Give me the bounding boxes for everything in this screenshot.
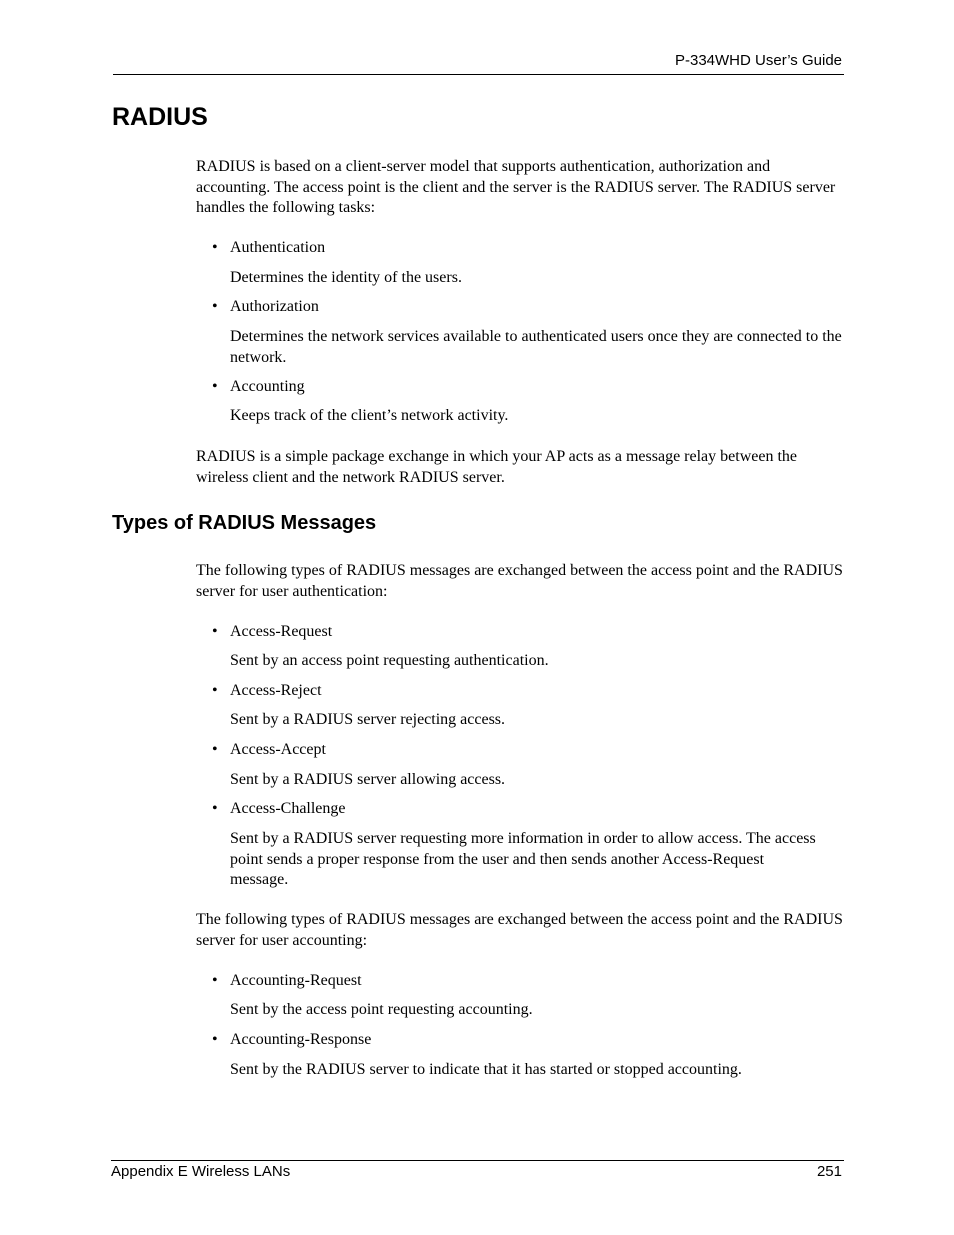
acct-intro-paragraph: The following types of RADIUS messages are exchanged between the access point and the RADIUS server for user accounting: [196, 911, 843, 949]
bullet-icon: • [212, 239, 218, 256]
list-item-label: Access-Request [230, 623, 333, 640]
bullet-icon: • [212, 1031, 218, 1048]
list-item-description: Sent by an access point requesting authentication. [230, 652, 549, 669]
list-item-description: Sent by a RADIUS server allowing access. [230, 771, 506, 788]
bullet-icon: • [212, 378, 218, 395]
bullet-icon: • [212, 741, 218, 758]
list-item [212, 799, 842, 820]
list-item [212, 681, 842, 702]
page-header [113, 50, 844, 75]
bullet-icon: • [212, 623, 218, 640]
auth-intro-paragraph: The following types of RADIUS messages are exchanged between the access point and the RADIUS server for user authentication: [196, 562, 843, 600]
list-item-label: Accounting-Request [230, 972, 362, 989]
bullet-icon: • [212, 972, 218, 989]
list-item-label: Access-Accept [230, 741, 326, 758]
list-item-description: Determines the network services available to authenticated users once they are connected to the network. [230, 328, 842, 366]
list-item-label: Authorization [230, 298, 319, 315]
bullet-icon: • [212, 682, 218, 699]
list-item [212, 971, 842, 992]
subsection-title: Types of RADIUS Messages [112, 512, 377, 534]
list-item-label: Access-Reject [230, 682, 322, 699]
bullet-icon: • [212, 298, 218, 315]
list-item [212, 1030, 842, 1051]
footer-chapter: Appendix E Wireless LANs [111, 1163, 291, 1180]
list-item-description: Sent by the RADIUS server to indicate that it has started or stopped accounting. [230, 1061, 742, 1078]
list-item-description: Sent by the access point requesting accounting. [230, 1001, 533, 1018]
list-item [212, 740, 842, 761]
list-item-description: Determines the identity of the users. [230, 269, 462, 286]
list-item-label: Authentication [230, 239, 326, 256]
section-title: RADIUS [112, 103, 208, 131]
list-item [212, 377, 842, 398]
page-footer [111, 1160, 844, 1187]
list-item [212, 238, 842, 259]
closing-paragraph: RADIUS is a simple package exchange in which your AP acts as a message relay between the wireless client and the network RADIUS server. [196, 448, 797, 486]
bullet-icon: • [212, 800, 218, 817]
header-title: P-334WHD User’s Guide [675, 52, 842, 69]
list-item-description: Keeps track of the client’s network activity. [230, 407, 509, 424]
list-item [212, 622, 842, 643]
list-item-label: Accounting [230, 378, 305, 395]
page-number: 251 [816, 1163, 842, 1180]
list-item [212, 297, 842, 318]
list-item-label: Access-Challenge [230, 800, 346, 817]
intro-paragraph: RADIUS is based on a client-server model that supports authentication, authorization and accounting. The access point is the client and the server is the RADIUS server. The RADIUS server handles the following tasks: [196, 158, 836, 216]
list-item-description: Sent by a RADIUS server rejecting access. [230, 711, 506, 728]
list-item-label: Accounting-Response [230, 1031, 372, 1048]
list-item-description: Sent by a RADIUS server requesting more information in order to allow access. The access point sends a proper response from the user and then sends another Access-Request message. [230, 830, 816, 888]
